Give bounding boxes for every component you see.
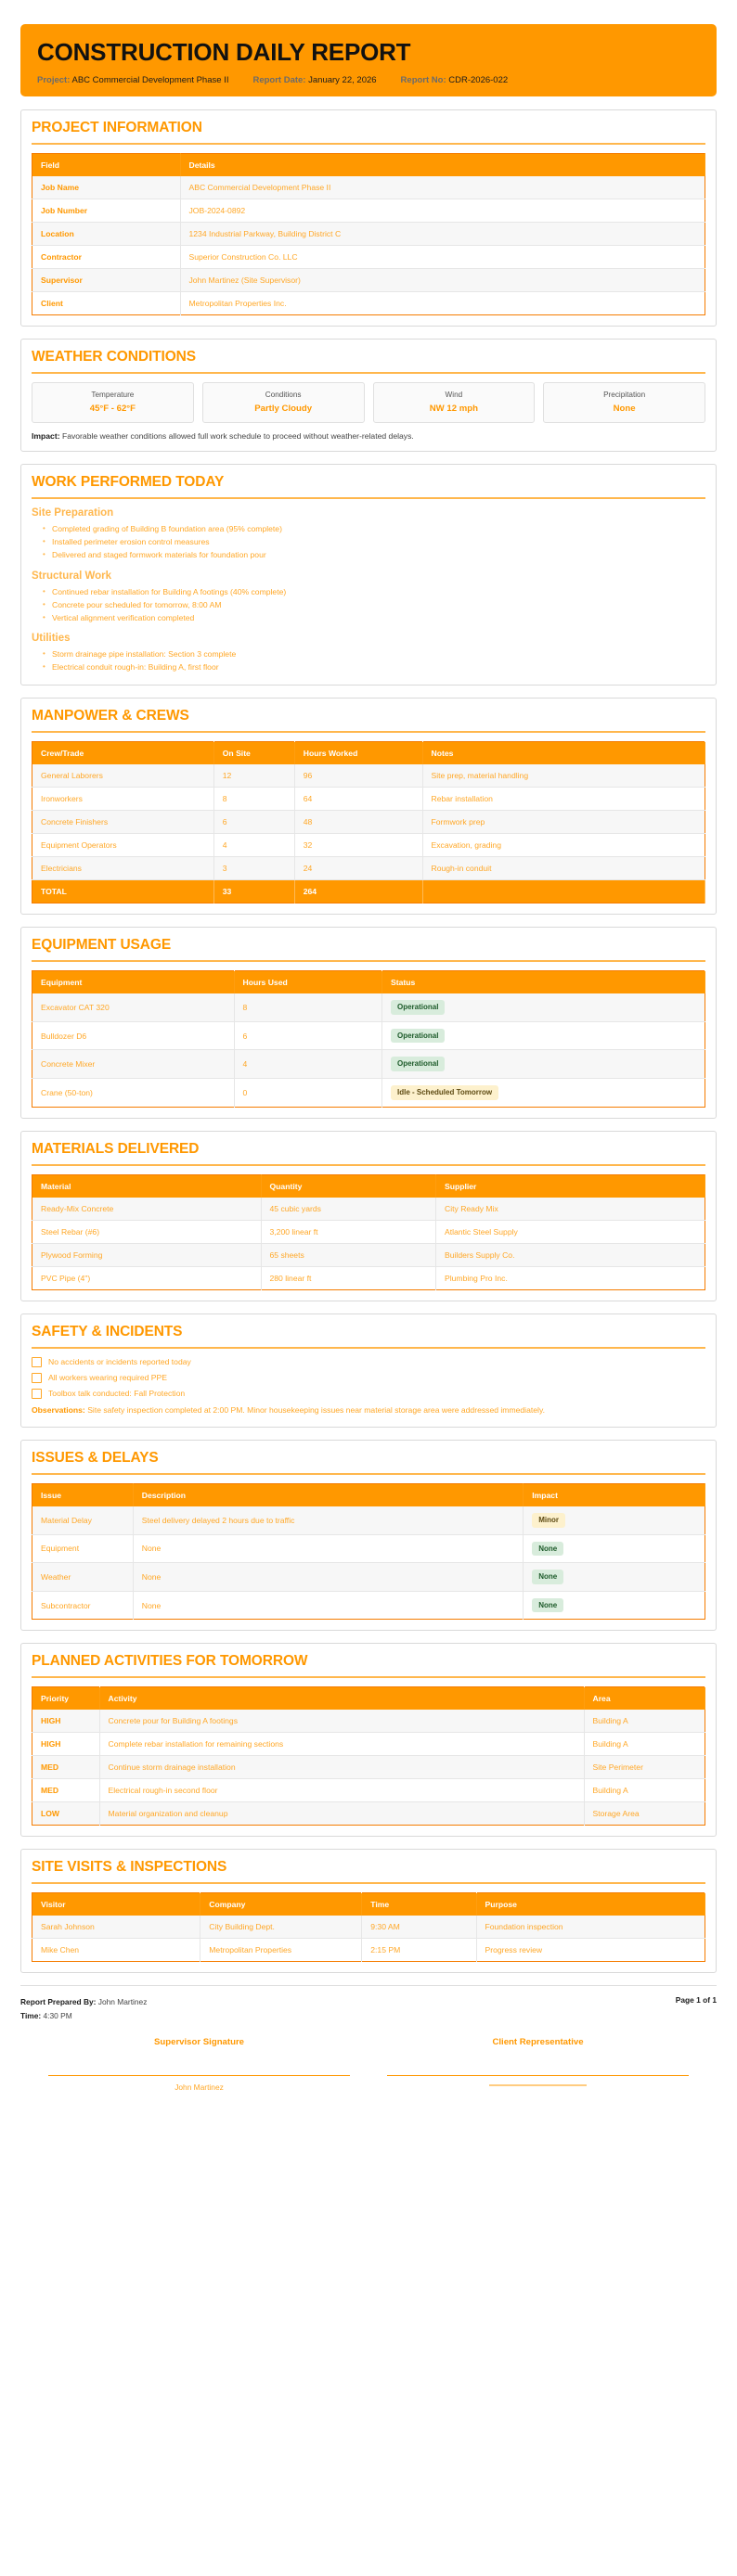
safety-check-label: All workers wearing required PPE <box>48 1373 168 1383</box>
weather-box-value: None <box>613 403 636 414</box>
equipment-body <box>32 993 705 1107</box>
table-cell: Plywood Forming <box>32 1243 262 1266</box>
col-impact: Impact <box>524 1483 705 1506</box>
section-title-manpower: MANPOWER & CREWS <box>32 708 705 733</box>
work-group-heading: Utilities <box>32 633 71 645</box>
table-cell <box>382 1021 705 1050</box>
page-title: CONSTRUCTION DAILY REPORT <box>37 38 411 66</box>
field-value-cell: ABC Commercial Development Phase II <box>180 176 705 199</box>
field-value-cell: John Martinez (Site Supervisor) <box>180 268 705 291</box>
table-header-row <box>32 742 705 765</box>
site-visits-body <box>32 1916 705 1962</box>
col-crew-trade: Crew/Trade <box>32 742 214 765</box>
meta-project-label: Project: <box>37 74 71 85</box>
table-cell: 8 <box>213 788 294 811</box>
weather-box <box>202 382 365 423</box>
table-cell: 96 <box>294 764 422 788</box>
section-title-equipment: EQUIPMENT USAGE <box>32 937 705 962</box>
table-cell: Foundation inspection <box>476 1916 705 1939</box>
status-badge: None <box>532 1542 563 1557</box>
issue-name-cell: Weather <box>32 1563 134 1592</box>
list-item: • Continued rebar installation for Building A footings (40% complete) <box>43 586 705 599</box>
table-header-row <box>32 1687 705 1711</box>
table-cell: 4 <box>213 834 294 857</box>
equipment-name-cell: Excavator CAT 320 <box>32 993 235 1021</box>
field-name-cell: Job Number <box>32 199 181 222</box>
list-item: • Completed grading of Building B foundation area (95% complete) <box>43 523 705 536</box>
work-group-heading: Structural Work <box>32 570 112 582</box>
col-hours-used: Hours Used <box>234 971 382 994</box>
total-cell: 264 <box>294 880 422 904</box>
total-cell: TOTAL <box>32 880 214 904</box>
col-equipment: Equipment <box>32 971 235 994</box>
table-header-row <box>32 971 705 994</box>
weather-box-label: Conditions <box>265 390 302 399</box>
status-badge: Idle - Scheduled Tomorrow <box>391 1085 498 1100</box>
work-group-heading: Site Preparation <box>32 506 114 519</box>
weather-box-label: Wind <box>445 390 463 399</box>
section-safety-incidents <box>20 1314 717 1428</box>
meta-project <box>37 75 228 85</box>
field-name-cell: Job Name <box>32 176 181 199</box>
issue-name-cell: Equipment <box>32 1534 134 1563</box>
section-title-issues: ISSUES & DELAYS <box>32 1450 705 1475</box>
col-material: Material <box>32 1174 262 1198</box>
project-information-table <box>32 153 705 315</box>
table-header-row <box>32 153 705 176</box>
signature-supervisor-name: John Martinez <box>175 2083 224 2093</box>
col-issue: Issue <box>32 1483 134 1506</box>
checkbox-icon[interactable] <box>32 1357 42 1367</box>
work-group-list <box>32 523 705 562</box>
header-meta <box>37 75 700 85</box>
status-badge: Operational <box>391 1000 445 1015</box>
section-title-project-information: PROJECT INFORMATION <box>32 120 705 145</box>
section-work-performed <box>20 464 717 686</box>
table-cell: General Laborers <box>32 764 214 788</box>
safety-observations-text: Site safety inspection completed at 2:00 PM. Minor housekeeping issues near material storage area were addressed immediately. <box>87 1404 545 1415</box>
table-cell: 280 linear ft <box>261 1266 436 1289</box>
table-cell: Plumbing Pro Inc. <box>436 1266 705 1289</box>
table-row <box>32 1916 705 1939</box>
planned-activities-body <box>32 1710 705 1826</box>
col-hours-worked: Hours Worked <box>294 742 422 765</box>
activity-cell: Concrete pour for Building A footings <box>99 1710 584 1733</box>
status-badge: Operational <box>391 1057 445 1071</box>
col-supplier: Supplier <box>436 1174 705 1198</box>
issue-description-cell: Steel delivery delayed 2 hours due to traffic <box>133 1506 524 1534</box>
activity-cell: Material organization and cleanup <box>99 1802 584 1826</box>
section-equipment-usage <box>20 927 717 1118</box>
table-row <box>32 268 705 291</box>
table-cell: Steel Rebar (#6) <box>32 1220 262 1243</box>
prepared-by-label: Report Prepared By: <box>20 1997 97 2007</box>
weather-box-label: Temperature <box>91 390 135 399</box>
weather-box <box>543 382 705 423</box>
signature-supervisor-line[interactable] <box>48 2075 350 2076</box>
table-header-row <box>32 1893 705 1916</box>
table-cell: Formwork prep <box>422 811 705 834</box>
project-information-body <box>32 176 705 315</box>
priority-cell: HIGH <box>32 1710 100 1733</box>
field-value-cell: Metropolitan Properties Inc. <box>180 291 705 314</box>
col-activity: Activity <box>99 1687 584 1711</box>
table-cell <box>524 1506 705 1534</box>
table-row <box>32 1079 705 1108</box>
table-cell: City Ready Mix <box>436 1198 705 1221</box>
table-row <box>32 1563 705 1592</box>
status-badge: None <box>532 1598 563 1613</box>
field-value-cell: 1234 Industrial Parkway, Building District C <box>180 222 705 245</box>
prepared-by-block <box>20 1995 147 2022</box>
section-title-planned: PLANNED ACTIVITIES FOR TOMORROW <box>32 1653 705 1678</box>
issues-table <box>32 1483 705 1620</box>
table-cell: Ironworkers <box>32 788 214 811</box>
safety-check-row[interactable] <box>32 1373 705 1383</box>
table-row <box>32 1243 705 1266</box>
table-cell: Rough-in conduit <box>422 857 705 880</box>
col-purpose: Purpose <box>476 1893 705 1916</box>
table-row <box>32 764 705 788</box>
table-cell: 6 <box>213 811 294 834</box>
signature-client-placeholder <box>489 2084 587 2086</box>
table-cell: Electricians <box>32 857 214 880</box>
equipment-hours-cell: 4 <box>234 1050 382 1079</box>
area-cell: Storage Area <box>584 1802 705 1826</box>
table-cell: Rebar installation <box>422 788 705 811</box>
table-row <box>32 1591 705 1620</box>
safety-observations-label: Observations: <box>32 1404 85 1415</box>
safety-checklist <box>32 1357 705 1399</box>
table-row <box>32 788 705 811</box>
col-notes: Notes <box>422 742 705 765</box>
col-area: Area <box>584 1687 705 1711</box>
work-group-list <box>32 648 705 674</box>
section-project-information <box>20 109 717 327</box>
section-weather-conditions <box>20 339 717 452</box>
table-cell: 24 <box>294 857 422 880</box>
list-item: • Electrical conduit rough-in: Building A, first floor <box>43 661 705 674</box>
report-footer <box>20 1985 717 2092</box>
issue-description-cell: None <box>133 1563 524 1592</box>
table-cell: Concrete Finishers <box>32 811 214 834</box>
table-cell: Excavation, grading <box>422 834 705 857</box>
weather-impact <box>32 431 705 441</box>
table-cell: Sarah Johnson <box>32 1916 200 1939</box>
weather-box-value: 45°F - 62°F <box>89 403 136 414</box>
table-cell: 9:30 AM <box>362 1916 476 1939</box>
area-cell: Building A <box>584 1710 705 1733</box>
table-cell: Site prep, material handling <box>422 764 705 788</box>
col-quantity: Quantity <box>261 1174 436 1198</box>
table-row <box>32 199 705 222</box>
table-cell <box>524 1591 705 1620</box>
col-field: Field <box>32 153 181 176</box>
planned-activities-table <box>32 1686 705 1826</box>
issue-description-cell: None <box>133 1534 524 1563</box>
equipment-table <box>32 970 705 1107</box>
meta-project-value: ABC Commercial Development Phase II <box>71 74 229 85</box>
table-row <box>32 1266 705 1289</box>
weather-box <box>373 382 536 423</box>
total-cell <box>422 880 705 904</box>
table-cell: Progress review <box>476 1939 705 1962</box>
status-badge: None <box>532 1570 563 1584</box>
activity-cell: Continue storm drainage installation <box>99 1756 584 1779</box>
equipment-hours-cell: 8 <box>234 993 382 1021</box>
table-row <box>32 222 705 245</box>
table-cell: 45 cubic yards <box>261 1198 436 1221</box>
col-on-site: On Site <box>213 742 294 765</box>
weather-box-value: Partly Cloudy <box>254 403 313 414</box>
issue-description-cell: None <box>133 1591 524 1620</box>
priority-cell: HIGH <box>32 1733 100 1756</box>
table-cell: PVC Pipe (4") <box>32 1266 262 1289</box>
equipment-name-cell: Concrete Mixer <box>32 1050 235 1079</box>
table-cell: 32 <box>294 834 422 857</box>
activity-cell: Electrical rough-in second floor <box>99 1779 584 1802</box>
section-materials-delivered <box>20 1131 717 1301</box>
meta-report-date-label: Report Date: <box>252 74 306 85</box>
manpower-body <box>32 764 705 904</box>
table-row <box>32 993 705 1021</box>
table-cell <box>382 1079 705 1108</box>
materials-table <box>32 1174 705 1290</box>
checkbox-icon[interactable] <box>32 1389 42 1399</box>
priority-cell: MED <box>32 1779 100 1802</box>
area-cell: Site Perimeter <box>584 1756 705 1779</box>
table-row <box>32 834 705 857</box>
section-title-materials: MATERIALS DELIVERED <box>32 1141 705 1166</box>
list-item: • Concrete pour scheduled for tomorrow, 8:00 AM <box>43 599 705 612</box>
table-cell <box>382 993 705 1021</box>
signature-client-title: Client Representative <box>492 2036 584 2047</box>
section-issues-delays <box>20 1440 717 1631</box>
table-cell <box>382 1050 705 1079</box>
equipment-name-cell: Crane (50-ton) <box>32 1079 235 1108</box>
signature-client <box>387 2037 689 2092</box>
table-row <box>32 1220 705 1243</box>
activity-cell: Complete rebar installation for remaining sections <box>99 1733 584 1756</box>
table-cell: 48 <box>294 811 422 834</box>
priority-cell: MED <box>32 1756 100 1779</box>
table-cell: Ready-Mix Concrete <box>32 1198 262 1221</box>
table-cell: Equipment Operators <box>32 834 214 857</box>
field-value-cell: JOB-2024-0892 <box>180 199 705 222</box>
col-time: Time <box>362 1893 476 1916</box>
table-row <box>32 1756 705 1779</box>
section-title-visits: SITE VISITS & INSPECTIONS <box>32 1859 705 1884</box>
area-cell: Building A <box>584 1733 705 1756</box>
col-visitor: Visitor <box>32 1893 200 1916</box>
safety-check-label: No accidents or incidents reported today <box>48 1357 191 1367</box>
meta-report-date <box>252 75 376 85</box>
signature-row <box>20 2037 717 2092</box>
work-performed-groups <box>32 507 705 674</box>
table-row <box>32 1710 705 1733</box>
table-row <box>32 1506 705 1534</box>
table-cell: Metropolitan Properties <box>200 1939 362 1962</box>
list-item: • Vertical alignment verification completed <box>43 612 705 625</box>
table-row <box>32 1198 705 1221</box>
time-value: 4:30 PM <box>43 2010 72 2020</box>
checkbox-icon[interactable] <box>32 1373 42 1383</box>
table-row <box>32 1021 705 1050</box>
time-label: Time: <box>20 2010 42 2020</box>
weather-box <box>32 382 194 423</box>
table-cell: 3,200 linear ft <box>261 1220 436 1243</box>
table-cell: 64 <box>294 788 422 811</box>
safety-check-label: Toolbox talk conducted: Fall Protection <box>48 1389 186 1399</box>
signature-supervisor-title: Supervisor Signature <box>153 2036 245 2047</box>
table-header-row <box>32 1174 705 1198</box>
field-name-cell: Contractor <box>32 245 181 268</box>
list-item: • Installed perimeter erosion control measures <box>43 536 705 549</box>
section-title-safety: SAFETY & INCIDENTS <box>32 1324 705 1349</box>
col-description: Description <box>133 1483 524 1506</box>
safety-check-row[interactable] <box>32 1357 705 1367</box>
page-number: Page 1 of 1 <box>675 1995 717 2006</box>
meta-report-no-value: CDR-2026-022 <box>448 74 509 85</box>
col-details: Details <box>180 153 705 176</box>
equipment-name-cell: Bulldozer D6 <box>32 1021 235 1050</box>
materials-body <box>32 1198 705 1290</box>
status-badge: Minor <box>532 1513 565 1528</box>
table-cell: City Building Dept. <box>200 1916 362 1939</box>
col-company: Company <box>200 1893 362 1916</box>
table-row <box>32 1534 705 1563</box>
footer-top-row <box>20 1995 717 2022</box>
table-cell: Atlantic Steel Supply <box>436 1220 705 1243</box>
field-name-cell: Location <box>32 222 181 245</box>
section-planned-activities <box>20 1643 717 1837</box>
table-cell: Mike Chen <box>32 1939 200 1962</box>
table-cell <box>524 1534 705 1563</box>
table-cell: 2:15 PM <box>362 1939 476 1962</box>
report-header <box>20 24 717 96</box>
table-row <box>32 811 705 834</box>
field-name-cell: Client <box>32 291 181 314</box>
signature-supervisor <box>48 2037 350 2092</box>
meta-report-date-value: January 22, 2026 <box>308 74 377 85</box>
col-priority: Priority <box>32 1687 100 1711</box>
table-row <box>32 1779 705 1802</box>
safety-observations <box>32 1404 705 1416</box>
table-header-row <box>32 1483 705 1506</box>
table-row <box>32 245 705 268</box>
table-row <box>32 1802 705 1826</box>
prepared-by-line <box>20 1995 147 2008</box>
total-cell: 33 <box>213 880 294 904</box>
table-row <box>32 1939 705 1962</box>
manpower-table <box>32 741 705 904</box>
issue-name-cell: Material Delay <box>32 1506 134 1534</box>
prepared-by-value: John Martinez <box>97 1997 148 2007</box>
signature-client-line[interactable] <box>387 2075 689 2076</box>
work-group-list <box>32 586 705 625</box>
table-cell: 12 <box>213 764 294 788</box>
issues-body <box>32 1506 705 1620</box>
table-cell: 3 <box>213 857 294 880</box>
table-cell: 65 sheets <box>261 1243 436 1266</box>
field-name-cell: Supervisor <box>32 268 181 291</box>
list-item: • Delivered and staged formwork materials for foundation pour <box>43 549 705 562</box>
table-row <box>32 1733 705 1756</box>
table-cell <box>524 1563 705 1592</box>
weather-box-label: Precipitation <box>603 390 646 399</box>
table-cell: Builders Supply Co. <box>436 1243 705 1266</box>
table-row <box>32 291 705 314</box>
section-site-visits <box>20 1849 717 1973</box>
section-manpower-crews <box>20 698 717 915</box>
equipment-hours-cell: 6 <box>234 1021 382 1050</box>
total-row <box>32 880 705 904</box>
list-item: • Storm drainage pipe installation: Section 3 complete <box>43 648 705 661</box>
weather-impact-label: Impact: <box>32 430 60 441</box>
weather-box-value: NW 12 mph <box>429 403 478 414</box>
table-row <box>32 857 705 880</box>
equipment-hours-cell: 0 <box>234 1079 382 1108</box>
area-cell: Building A <box>584 1779 705 1802</box>
col-status: Status <box>382 971 705 994</box>
weather-box-row <box>32 382 705 423</box>
priority-cell: LOW <box>32 1802 100 1826</box>
table-row <box>32 1050 705 1079</box>
safety-check-row[interactable] <box>32 1389 705 1399</box>
status-badge: Operational <box>391 1029 445 1044</box>
section-title-work-performed: WORK PERFORMED TODAY <box>32 474 705 499</box>
meta-report-no <box>401 75 509 85</box>
field-value-cell: Superior Construction Co. LLC <box>180 245 705 268</box>
meta-report-no-label: Report No: <box>400 74 446 85</box>
section-title-weather: WEATHER CONDITIONS <box>32 349 705 374</box>
site-visits-table <box>32 1892 705 1962</box>
table-row <box>32 176 705 199</box>
issue-name-cell: Subcontractor <box>32 1591 134 1620</box>
weather-impact-text: Favorable weather conditions allowed full work schedule to proceed without weather-related delays. <box>61 430 414 441</box>
prepared-time-line <box>20 2009 147 2022</box>
